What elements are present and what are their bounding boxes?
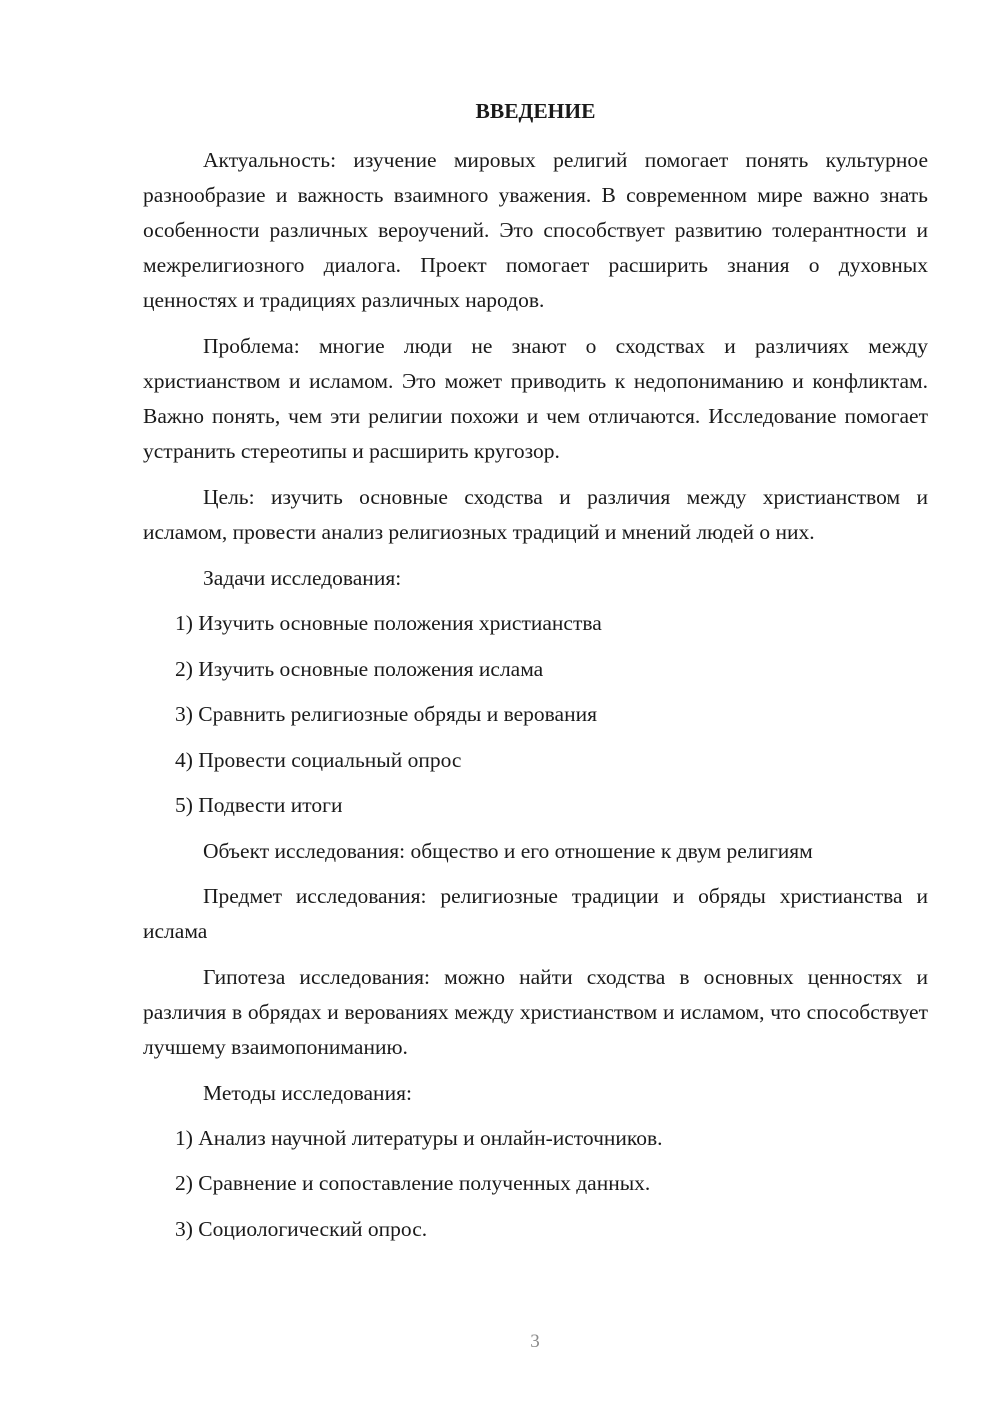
document-page [143,94,928,1257]
hypothesis-paragraph: Гипотеза исследования: можно найти сходства в основных ценностях и различия в обрядах и верованиях между христианством и исламом, что способствует лучшему взаимопониманию. [143,964,928,1059]
method-item: 2) Сравнение и сопоставление полученных данных. [175,1171,651,1195]
task-item: 1) Изучить основные положения христианства [175,611,602,635]
methods-heading: Методы исследования: [203,1080,412,1105]
tasks-list [143,606,928,834]
subject-paragraph: Предмет исследования: религиозные традиции и обряды христианства и ислама [143,883,928,943]
relevance-paragraph: Актуальность: изучение мировых религий помогает понять культурное разнообразие и важность взаимного уважения. В современном мире важно знать особенности различных вероучений. Это способствует развитию толерантности и межрелигиозного диалога. Проект помогает расширить знания о духовных ценностях и традициях различных народов. [143,148,928,312]
object-paragraph: Объект исследования: общество и его отношение к двум религиям [203,838,813,863]
task-item: 4) Провести социальный опрос [175,747,462,772]
goal-paragraph: Цель: изучить основные сходства и различия между христианством и исламом, провести анализ религиозных традиций и мнений людей о них. [143,485,928,544]
method-item: 3) Социологический опрос. [175,1216,428,1241]
page-title: ВВЕДЕНИЕ [475,99,596,123]
task-item: 3) Сравнить религиозные обряды и верования [175,702,597,726]
method-item: 1) Анализ научной литературы и онлайн-источников. [175,1125,663,1150]
page-number: 3 [530,1331,540,1352]
problem-paragraph: Проблема: многие люди не знают о сходствах и различиях между христианством и исламом. Это может приводить к недопониманию и конфликтам. Важно понять, чем эти религии похожи и чем отличаются. Исследование помогает устранить стереотипы и расширить кругозор. [143,334,928,463]
task-item: 2) Изучить основные положения ислама [175,656,544,681]
tasks-heading: Задачи исследования: [203,566,402,590]
methods-list [143,1121,928,1258]
task-item: 5) Подвести итоги [175,793,343,817]
